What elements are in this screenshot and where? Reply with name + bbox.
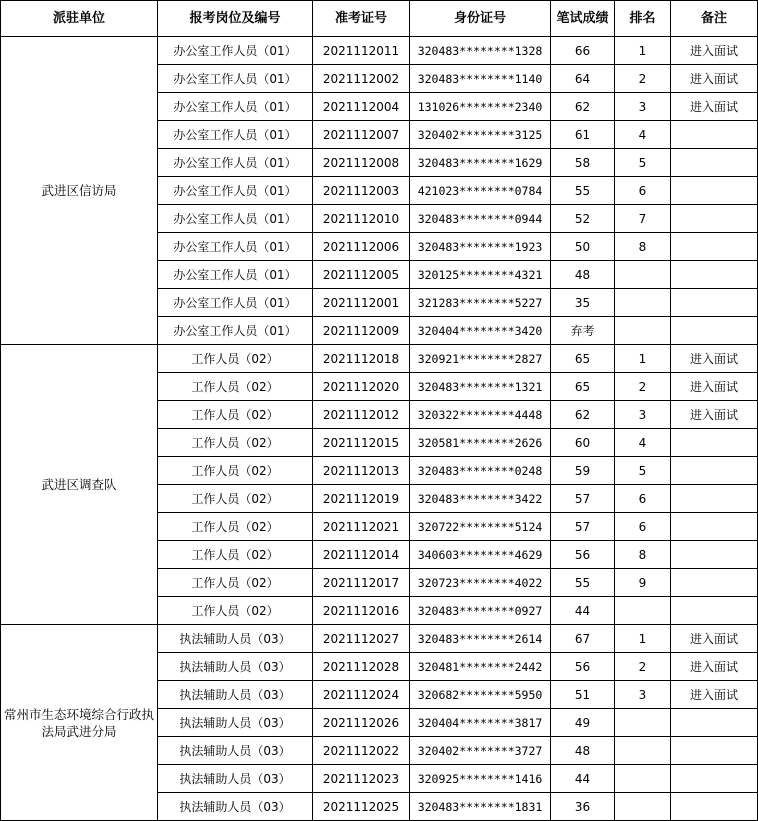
note-cell: 进入面试 bbox=[671, 345, 758, 373]
rank-cell: 6 bbox=[615, 177, 671, 205]
rank-cell: 3 bbox=[615, 401, 671, 429]
rank-cell bbox=[615, 317, 671, 345]
score-cell: 50 bbox=[551, 233, 615, 261]
note-cell bbox=[671, 121, 758, 149]
exam-no-cell: 2021112022 bbox=[313, 737, 410, 765]
note-cell bbox=[671, 289, 758, 317]
id-no-cell: 320483********1923 bbox=[410, 233, 551, 261]
note-cell bbox=[671, 485, 758, 513]
score-cell: 67 bbox=[551, 625, 615, 653]
score-cell: 57 bbox=[551, 513, 615, 541]
score-cell: 55 bbox=[551, 177, 615, 205]
rank-cell: 2 bbox=[615, 653, 671, 681]
position-cell: 工作人员（02） bbox=[158, 513, 313, 541]
score-cell: 51 bbox=[551, 681, 615, 709]
rank-cell: 8 bbox=[615, 233, 671, 261]
score-cell: 56 bbox=[551, 653, 615, 681]
score-cell: 64 bbox=[551, 65, 615, 93]
id-no-cell: 320483********2614 bbox=[410, 625, 551, 653]
id-no-cell: 320402********3125 bbox=[410, 121, 551, 149]
position-cell: 办公室工作人员（01） bbox=[158, 233, 313, 261]
header-score: 笔试成绩 bbox=[551, 1, 615, 37]
rank-cell bbox=[615, 737, 671, 765]
exam-no-cell: 2021112009 bbox=[313, 317, 410, 345]
id-no-cell: 321283********5227 bbox=[410, 289, 551, 317]
table-body bbox=[1, 37, 758, 821]
score-cell: 44 bbox=[551, 597, 615, 625]
score-cell: 44 bbox=[551, 765, 615, 793]
note-cell bbox=[671, 513, 758, 541]
rank-cell: 7 bbox=[615, 205, 671, 233]
table-row bbox=[1, 625, 758, 653]
rank-cell bbox=[615, 709, 671, 737]
score-cell: 36 bbox=[551, 793, 615, 821]
score-cell: 59 bbox=[551, 457, 615, 485]
rank-cell bbox=[615, 261, 671, 289]
position-cell: 办公室工作人员（01） bbox=[158, 261, 313, 289]
exam-no-cell: 2021112008 bbox=[313, 149, 410, 177]
score-cell: 49 bbox=[551, 709, 615, 737]
score-cell: 58 bbox=[551, 149, 615, 177]
position-cell: 工作人员（02） bbox=[158, 345, 313, 373]
note-cell bbox=[671, 765, 758, 793]
note-cell bbox=[671, 177, 758, 205]
position-cell: 办公室工作人员（01） bbox=[158, 205, 313, 233]
position-cell: 办公室工作人员（01） bbox=[158, 317, 313, 345]
id-no-cell: 320925********1416 bbox=[410, 765, 551, 793]
id-no-cell: 340603********4629 bbox=[410, 541, 551, 569]
score-cell: 66 bbox=[551, 37, 615, 65]
id-no-cell: 320682********5950 bbox=[410, 681, 551, 709]
unit-cell: 武进区调查队 bbox=[1, 345, 158, 625]
position-cell: 办公室工作人员（01） bbox=[158, 177, 313, 205]
id-no-cell: 320483********0944 bbox=[410, 205, 551, 233]
rank-cell bbox=[615, 597, 671, 625]
id-no-cell: 320581********2626 bbox=[410, 429, 551, 457]
position-cell: 执法辅助人员（03） bbox=[158, 653, 313, 681]
id-no-cell: 131026********2340 bbox=[410, 93, 551, 121]
position-cell: 办公室工作人员（01） bbox=[158, 149, 313, 177]
exam-no-cell: 2021112019 bbox=[313, 485, 410, 513]
note-cell bbox=[671, 149, 758, 177]
exam-no-cell: 2021112020 bbox=[313, 373, 410, 401]
position-cell: 工作人员（02） bbox=[158, 429, 313, 457]
id-no-cell: 320483********0248 bbox=[410, 457, 551, 485]
rank-cell: 1 bbox=[615, 345, 671, 373]
position-cell: 工作人员（02） bbox=[158, 401, 313, 429]
id-no-cell: 320723********4022 bbox=[410, 569, 551, 597]
rank-cell: 3 bbox=[615, 93, 671, 121]
score-cell: 48 bbox=[551, 737, 615, 765]
note-cell: 进入面试 bbox=[671, 37, 758, 65]
exam-no-cell: 2021112025 bbox=[313, 793, 410, 821]
id-no-cell: 320481********2442 bbox=[410, 653, 551, 681]
rank-cell: 3 bbox=[615, 681, 671, 709]
score-cell: 35 bbox=[551, 289, 615, 317]
score-cell: 48 bbox=[551, 261, 615, 289]
rank-cell: 2 bbox=[615, 65, 671, 93]
position-cell: 执法辅助人员（03） bbox=[158, 793, 313, 821]
score-cell: 52 bbox=[551, 205, 615, 233]
id-no-cell: 320483********1321 bbox=[410, 373, 551, 401]
rank-cell: 9 bbox=[615, 569, 671, 597]
exam-no-cell: 2021112015 bbox=[313, 429, 410, 457]
id-no-cell: 320404********3420 bbox=[410, 317, 551, 345]
note-cell bbox=[671, 429, 758, 457]
note-cell: 进入面试 bbox=[671, 93, 758, 121]
score-cell: 55 bbox=[551, 569, 615, 597]
position-cell: 工作人员（02） bbox=[158, 541, 313, 569]
note-cell bbox=[671, 541, 758, 569]
exam-no-cell: 2021112014 bbox=[313, 541, 410, 569]
rank-cell: 5 bbox=[615, 149, 671, 177]
score-cell: 62 bbox=[551, 93, 615, 121]
id-no-cell: 421023********0784 bbox=[410, 177, 551, 205]
position-cell: 办公室工作人员（01） bbox=[158, 37, 313, 65]
header-id-no: 身份证号 bbox=[410, 1, 551, 37]
id-no-cell: 320483********1831 bbox=[410, 793, 551, 821]
position-cell: 办公室工作人员（01） bbox=[158, 65, 313, 93]
position-cell: 工作人员（02） bbox=[158, 373, 313, 401]
exam-no-cell: 2021112013 bbox=[313, 457, 410, 485]
note-cell bbox=[671, 597, 758, 625]
header-position: 报考岗位及编号 bbox=[158, 1, 313, 37]
id-no-cell: 320921********2827 bbox=[410, 345, 551, 373]
exam-no-cell: 2021112007 bbox=[313, 121, 410, 149]
exam-no-cell: 2021112024 bbox=[313, 681, 410, 709]
note-cell: 进入面试 bbox=[671, 653, 758, 681]
exam-no-cell: 2021112002 bbox=[313, 65, 410, 93]
score-cell: 65 bbox=[551, 373, 615, 401]
score-cell: 61 bbox=[551, 121, 615, 149]
note-cell: 进入面试 bbox=[671, 401, 758, 429]
header-row bbox=[1, 1, 758, 37]
note-cell bbox=[671, 457, 758, 485]
exam-no-cell: 2021112018 bbox=[313, 345, 410, 373]
id-no-cell: 320483********1629 bbox=[410, 149, 551, 177]
id-no-cell: 320322********4448 bbox=[410, 401, 551, 429]
exam-no-cell: 2021112006 bbox=[313, 233, 410, 261]
exam-no-cell: 2021112021 bbox=[313, 513, 410, 541]
exam-no-cell: 2021112023 bbox=[313, 765, 410, 793]
note-cell bbox=[671, 205, 758, 233]
exam-no-cell: 2021112004 bbox=[313, 93, 410, 121]
rank-cell bbox=[615, 289, 671, 317]
rank-cell: 4 bbox=[615, 121, 671, 149]
note-cell bbox=[671, 793, 758, 821]
exam-no-cell: 2021112010 bbox=[313, 205, 410, 233]
note-cell: 进入面试 bbox=[671, 625, 758, 653]
rank-cell bbox=[615, 793, 671, 821]
exam-no-cell: 2021112017 bbox=[313, 569, 410, 597]
exam-no-cell: 2021112026 bbox=[313, 709, 410, 737]
position-cell: 办公室工作人员（01） bbox=[158, 121, 313, 149]
rank-cell bbox=[615, 765, 671, 793]
position-cell: 工作人员（02） bbox=[158, 457, 313, 485]
score-cell: 56 bbox=[551, 541, 615, 569]
header-note: 备注 bbox=[671, 1, 758, 37]
table-row bbox=[1, 37, 758, 65]
rank-cell: 1 bbox=[615, 625, 671, 653]
note-cell bbox=[671, 233, 758, 261]
exam-no-cell: 2021112011 bbox=[313, 37, 410, 65]
position-cell: 办公室工作人员（01） bbox=[158, 93, 313, 121]
position-cell: 执法辅助人员（03） bbox=[158, 737, 313, 765]
score-cell: 62 bbox=[551, 401, 615, 429]
rank-cell: 1 bbox=[615, 37, 671, 65]
exam-no-cell: 2021112016 bbox=[313, 597, 410, 625]
note-cell bbox=[671, 737, 758, 765]
header-unit: 派驻单位 bbox=[1, 1, 158, 37]
note-cell bbox=[671, 569, 758, 597]
exam-no-cell: 2021112027 bbox=[313, 625, 410, 653]
unit-cell: 常州市生态环境综合行政执法局武进分局 bbox=[1, 625, 158, 821]
id-no-cell: 320483********1328 bbox=[410, 37, 551, 65]
score-cell: 弃考 bbox=[551, 317, 615, 345]
id-no-cell: 320404********3817 bbox=[410, 709, 551, 737]
id-no-cell: 320125********4321 bbox=[410, 261, 551, 289]
exam-no-cell: 2021112001 bbox=[313, 289, 410, 317]
header-exam-no: 准考证号 bbox=[313, 1, 410, 37]
id-no-cell: 320722********5124 bbox=[410, 513, 551, 541]
position-cell: 执法辅助人员（03） bbox=[158, 765, 313, 793]
score-cell: 65 bbox=[551, 345, 615, 373]
note-cell bbox=[671, 317, 758, 345]
note-cell: 进入面试 bbox=[671, 373, 758, 401]
score-cell: 57 bbox=[551, 485, 615, 513]
note-cell: 进入面试 bbox=[671, 681, 758, 709]
exam-no-cell: 2021112005 bbox=[313, 261, 410, 289]
note-cell bbox=[671, 709, 758, 737]
position-cell: 工作人员（02） bbox=[158, 597, 313, 625]
id-no-cell: 320483********3422 bbox=[410, 485, 551, 513]
rank-cell: 4 bbox=[615, 429, 671, 457]
position-cell: 工作人员（02） bbox=[158, 569, 313, 597]
position-cell: 执法辅助人员（03） bbox=[158, 625, 313, 653]
note-cell bbox=[671, 261, 758, 289]
unit-cell: 武进区信访局 bbox=[1, 37, 158, 345]
position-cell: 办公室工作人员（01） bbox=[158, 289, 313, 317]
id-no-cell: 320483********1140 bbox=[410, 65, 551, 93]
score-cell: 60 bbox=[551, 429, 615, 457]
header-rank: 排名 bbox=[615, 1, 671, 37]
id-no-cell: 320402********3727 bbox=[410, 737, 551, 765]
position-cell: 执法辅助人员（03） bbox=[158, 709, 313, 737]
position-cell: 执法辅助人员（03） bbox=[158, 681, 313, 709]
note-cell: 进入面试 bbox=[671, 65, 758, 93]
rank-cell: 2 bbox=[615, 373, 671, 401]
exam-no-cell: 2021112003 bbox=[313, 177, 410, 205]
rank-cell: 5 bbox=[615, 457, 671, 485]
exam-no-cell: 2021112028 bbox=[313, 653, 410, 681]
table-row bbox=[1, 345, 758, 373]
rank-cell: 6 bbox=[615, 513, 671, 541]
id-no-cell: 320483********0927 bbox=[410, 597, 551, 625]
rank-cell: 8 bbox=[615, 541, 671, 569]
position-cell: 工作人员（02） bbox=[158, 485, 313, 513]
rank-cell: 6 bbox=[615, 485, 671, 513]
exam-no-cell: 2021112012 bbox=[313, 401, 410, 429]
